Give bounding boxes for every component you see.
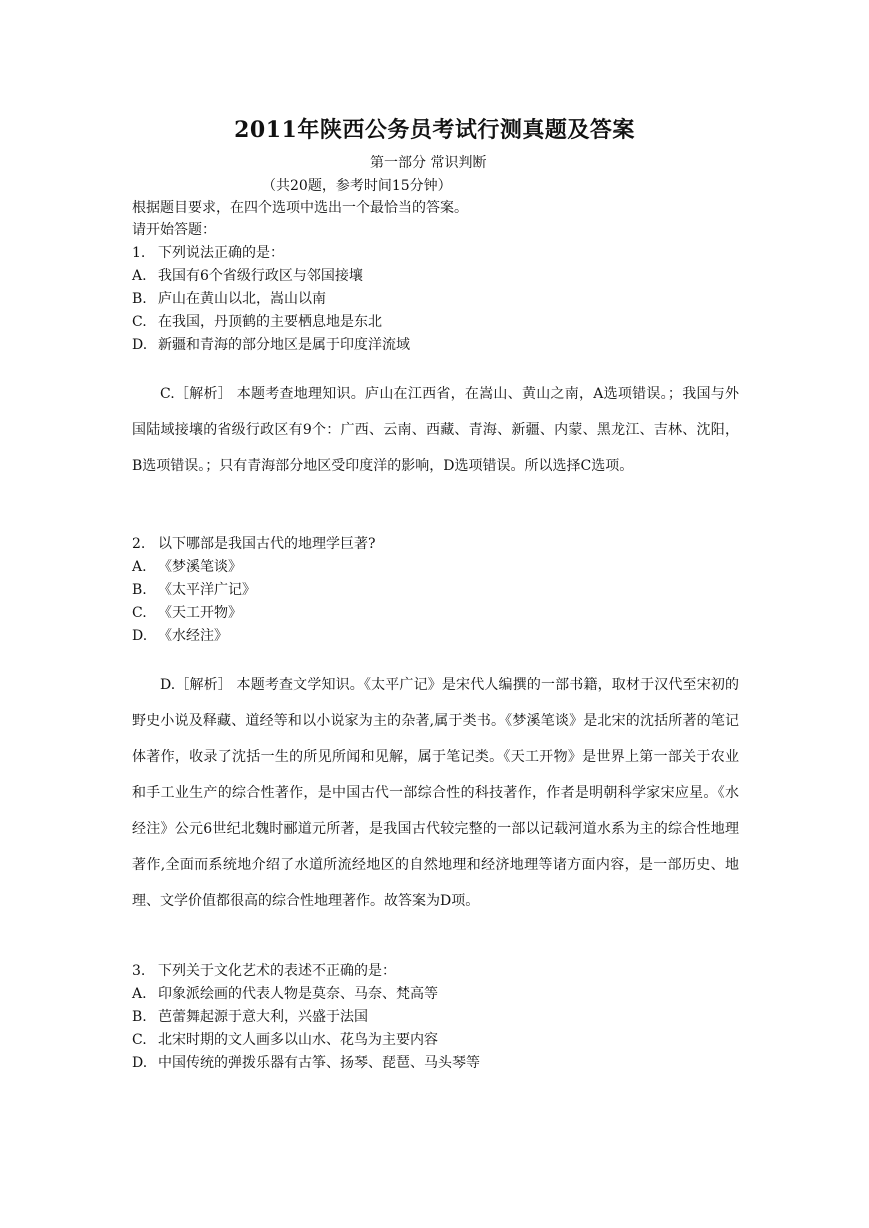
- question-2-option-d: [132, 625, 228, 647]
- analysis-text: D.［解析］ 本题考查文学知识。《太平广记》是宋代人编撰的一部书籍，取材于汉代至宋初的野史小说及释藏、道经等和以小说家为主的杂著,属于类书。《梦溪笔谈》是北宋的沈括所著的笔记体著作，收录了沈括一生的所见所闻和见解，属于笔记类。《天工开物》是世界上第一部关于农业和手工业生产的综合性著作，是中国古代一部综合性的科技著作，作者是明朝科学家宋应星。《水经注》公元6世纪北魏时郦道元所著，是我国古代较完整的一部以记载河道水系为主的综合性地理著作,全面而系统地介绍了水道所流经地区的自然地理和经济地理等诸方面内容，是一部历史、地理、文学价值都很高的综合性地理著作。故答案为D项。: [132, 677, 739, 909]
- question-2-option-c: [132, 602, 242, 624]
- option-label: D.: [132, 337, 148, 353]
- option-label: D.: [132, 1055, 148, 1071]
- option-text: 《天工开物》: [158, 605, 242, 621]
- option-text: 印象派绘画的代表人物是莫奈、马奈、梵高等: [158, 986, 438, 1002]
- question-number: 3.: [132, 963, 146, 979]
- question-1-option-c: [132, 311, 382, 333]
- option-label: C.: [132, 605, 147, 621]
- analysis-text: C.［解析］ 本题考查地理知识。庐山在江西省，在嵩山、黄山之南，A选项错误。；我国与外国陆域接壤的省级行政区有9个：广西、云南、西藏、青海、新疆、内蒙、黑龙江、吉林、沈阳，B选项错误。；只有青海部分地区受印度洋的影响，D选项错误。所以选择C选项。: [132, 386, 739, 474]
- option-text: 《梦溪笔谈》: [158, 559, 242, 575]
- option-text: 庐山在黄山以北，嵩山以南: [158, 291, 326, 307]
- option-text: 《太平洋广记》: [158, 582, 256, 598]
- option-label: B.: [132, 582, 147, 598]
- question-1-analysis: [132, 376, 739, 484]
- option-label: C.: [132, 314, 147, 330]
- option-text: 《水经注》: [158, 628, 228, 644]
- question-3-option-c: [132, 1029, 438, 1051]
- option-label: A.: [132, 268, 147, 284]
- option-text: 芭蕾舞起源于意大利，兴盛于法国: [158, 1009, 368, 1025]
- option-label: B.: [132, 291, 147, 307]
- option-text: 中国传统的弹拨乐器有古筝、扬琴、琵琶、马头琴等: [158, 1055, 480, 1071]
- question-1-option-d: [132, 334, 410, 356]
- option-label: A.: [132, 559, 147, 575]
- question-1-stem: [132, 242, 284, 264]
- option-label: B.: [132, 1009, 147, 1025]
- question-3-option-d: [132, 1052, 480, 1074]
- part-note: （共20题，参考时间15分钟）: [262, 178, 452, 194]
- question-3-option-a: [132, 983, 438, 1005]
- option-text: 新疆和青海的部分地区是属于印度洋流域: [158, 337, 410, 353]
- question-3-stem: [132, 960, 396, 982]
- question-text: 下列说法正确的是：: [158, 245, 284, 261]
- question-2-option-b: [132, 579, 256, 601]
- question-2-stem: [132, 533, 376, 555]
- option-label: D.: [132, 628, 148, 644]
- option-text: 北宋时期的文人画多以山水、花鸟为主要内容: [158, 1032, 438, 1048]
- question-text: 以下哪部是我国古代的地理学巨著?: [158, 536, 376, 552]
- question-text: 下列关于文化艺术的表述不正确的是：: [158, 963, 396, 979]
- question-1-option-b: [132, 288, 326, 310]
- question-2-analysis: [132, 667, 739, 919]
- option-label: A.: [132, 986, 147, 1002]
- question-1-option-a: [132, 265, 363, 287]
- option-label: C.: [132, 1032, 147, 1048]
- document-title: 2011年陕西公务员考试行测真题及答案: [234, 117, 635, 143]
- question-number: 1.: [132, 245, 146, 261]
- option-text: 在我国，丹顶鹤的主要栖息地是东北: [158, 314, 382, 330]
- instruction-text: 根据题目要求，在四个选项中选出一个最恰当的答案。: [132, 200, 468, 216]
- question-3-option-b: [132, 1006, 368, 1028]
- start-text: 请开始答题：: [132, 222, 216, 238]
- question-2-option-a: [132, 556, 242, 578]
- option-text: 我国有6个省级行政区与邻国接壤: [158, 268, 363, 284]
- part-heading: 第一部分 常识判断: [370, 155, 487, 171]
- question-number: 2.: [132, 536, 146, 552]
